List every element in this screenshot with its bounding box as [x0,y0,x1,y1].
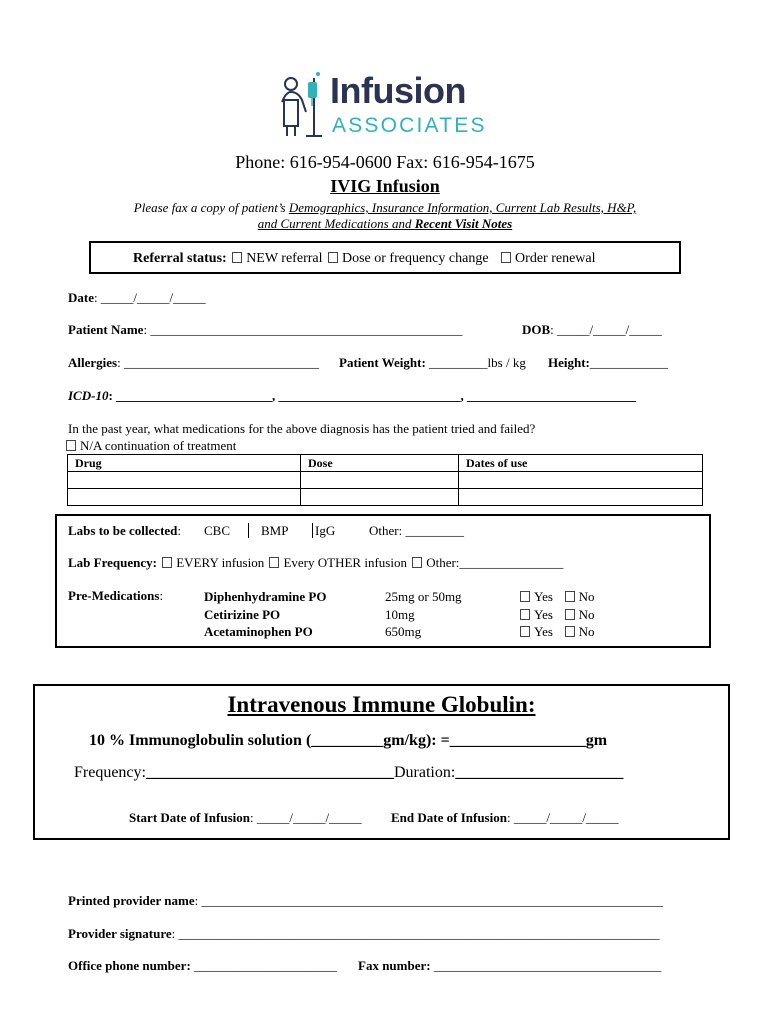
table-cell[interactable] [459,489,703,506]
icd10-field[interactable] [68,388,636,404]
provider-signature-label: Provider signature [68,926,172,941]
contact-line: Phone: 616-954-0600 Fax: 616-954-1675 [235,152,535,172]
fax-instructions-notes: Recent Visit Notes [414,216,513,231]
printed-provider-field[interactable] [68,893,663,909]
date-value: : _____/_____/_____ [94,290,206,305]
dob-field[interactable] [522,322,662,338]
start-date-label: Start Date of Infusion [129,810,250,825]
lab-other[interactable]: Other: _________ [369,523,464,538]
logo [278,72,492,138]
col-dates: Dates of use [459,455,703,472]
fax-number-field[interactable] [358,958,661,974]
table-row [68,472,703,489]
na-continuation-label: N/A continuation of treatment [80,438,237,453]
lab-frequency-label: Lab Frequency: [68,555,157,570]
icd10-label: ICD-10 [68,388,109,403]
date-field[interactable] [68,290,206,306]
ivig-solution-dose[interactable]: 10 % Immunoglobulin solution (_________gm/kg): =_________________gm [89,732,608,749]
weight-field[interactable] [339,355,526,371]
freq-every: EVERY infusion [176,555,265,570]
option-dose-change: Dose or frequency change [342,251,489,266]
frequency-blank[interactable]: _______________________________ [145,764,394,781]
table-header-row [68,455,703,472]
checkbox-order-renewal[interactable] [501,252,511,263]
checkbox-no[interactable] [565,609,575,620]
duration-blank[interactable]: _____________________ [455,764,624,781]
premed-yes-no [520,588,595,641]
fax-number-value: ___________________________________ [430,958,662,973]
frequency-duration-row [74,764,623,782]
table-cell[interactable] [301,489,459,506]
referral-status-row [133,251,596,267]
lab-bmp[interactable]: BMP [261,523,289,538]
fax-instructions-prefix: Please fax a copy of patient’s [133,200,289,215]
referral-status-label: Referral status: [133,251,227,266]
checkbox-yes[interactable] [520,626,530,637]
allergies-value: : ______________________________ [117,355,319,370]
table-cell[interactable] [68,489,301,506]
checkbox-igg[interactable] [312,523,313,538]
option-order-renewal: Order renewal [515,251,596,266]
office-phone-label: Office phone number: [68,958,191,973]
premed-dose: 10mg [385,606,415,622]
lab-frequency-row [68,555,563,571]
fax-number-label: Fax number: [358,958,431,973]
fax-instructions-docs: Demographics, Insurance Information, Current Lab Results, H&P, [288,200,637,215]
date-label: Date [68,290,94,305]
printed-provider-label: Printed provider name [68,893,195,908]
height-label: Height: [548,355,590,370]
patient-name-value: : ________________________________________________ [143,322,463,337]
checkbox-no[interactable] [565,626,575,637]
checkbox-bmp[interactable] [248,523,249,538]
fax-instructions-meds: and Current Medications and [257,216,415,231]
table-cell[interactable] [68,472,301,489]
col-drug: Drug [68,455,301,472]
freq-other-blank[interactable]: ________________ [459,555,564,570]
labs-collected-label: Labs to be collected [68,523,178,538]
premed-dose: 650mg [385,624,422,639]
icd10-value: : ________________________, ____________________________, __________________________ [108,388,637,403]
office-phone-field[interactable] [68,958,337,974]
premed-names [204,588,326,641]
provider-signature-value: : __________________________________________________________________________ [171,926,660,941]
checkbox-new-referral[interactable] [232,252,242,263]
height-field[interactable] [548,355,668,371]
weight-value: _________lbs / kg [429,355,526,370]
start-date-value: : _____/_____/_____ [249,810,362,825]
frequency-label: Frequency: [74,764,146,781]
weight-label: Patient Weight: [339,355,426,370]
no-label: No [578,589,595,604]
premed-dose: 25mg or 50mg [385,589,462,604]
checkbox-every-other[interactable] [269,557,279,568]
checkbox-yes[interactable] [520,591,530,602]
col-dose: Dose [301,455,459,472]
duration-label: Duration: [393,764,456,781]
history-question: In the past year, what medications for the above diagnosis has the patient tried and failed? [68,421,536,436]
yes-label: Yes [534,624,553,639]
labs-collected-row [68,523,464,539]
table-cell[interactable] [301,472,459,489]
checkbox-dose-change[interactable] [328,252,338,263]
freq-every-other: Every OTHER infusion [283,555,407,570]
logo-sub: ASSOCIATES [332,114,487,137]
end-date-value: : _____/_____/_____ [506,810,619,825]
checkbox-yes[interactable] [520,609,530,620]
tried-failed-table [67,454,703,506]
checkbox-no[interactable] [565,591,575,602]
na-continuation-row [66,438,236,454]
checkbox-freq-other[interactable] [412,557,422,568]
end-date-label: End Date of Infusion [391,810,507,825]
freq-other: Other: [426,555,460,570]
no-label: No [578,624,595,639]
premed-name: Acetaminophen PO [204,624,313,639]
premed-doses [385,588,462,641]
start-date-field[interactable] [129,810,362,826]
fax-instructions [0,200,770,232]
printed-provider-value: : _______________________________________________________________________ [194,893,663,908]
no-label: No [578,606,595,622]
patient-name-label: Patient Name [68,322,144,337]
labs-collected-colon: : [177,523,182,538]
premed-name: Cetirizine PO [204,606,281,622]
premed-name: Diphenhydramine PO [204,589,327,604]
lab-cbc[interactable]: CBC [204,523,231,538]
option-new-referral: NEW referral [246,251,323,266]
allergies-label: Allergies [68,355,118,370]
yes-label: Yes [534,589,553,604]
doctor-iv-icon [278,72,326,138]
height-value: ____________ [589,355,668,370]
dob-label: DOB [522,322,551,337]
page-title: IVIG Infusion [330,176,440,196]
ivig-order-title: Intravenous Immune Globulin: [227,692,536,717]
checkbox-every-infusion[interactable] [162,557,172,568]
table-cell[interactable] [459,472,703,489]
office-phone-value: ______________________ [190,958,338,973]
provider-signature-field[interactable] [68,926,660,942]
end-date-field[interactable] [391,810,619,826]
dob-value: : _____/_____/_____ [550,322,662,337]
yes-label: Yes [534,606,553,622]
checkbox-na-continuation[interactable] [66,440,76,451]
logo-brand: Infusion [330,70,466,111]
patient-name-field[interactable] [68,322,462,338]
premed-label: Pre-Medications: [68,588,164,603]
lab-igg[interactable]: IgG [315,523,336,538]
table-row [68,489,703,506]
allergies-field[interactable] [68,355,319,371]
premed-label-text: Pre-Medications [68,588,160,603]
